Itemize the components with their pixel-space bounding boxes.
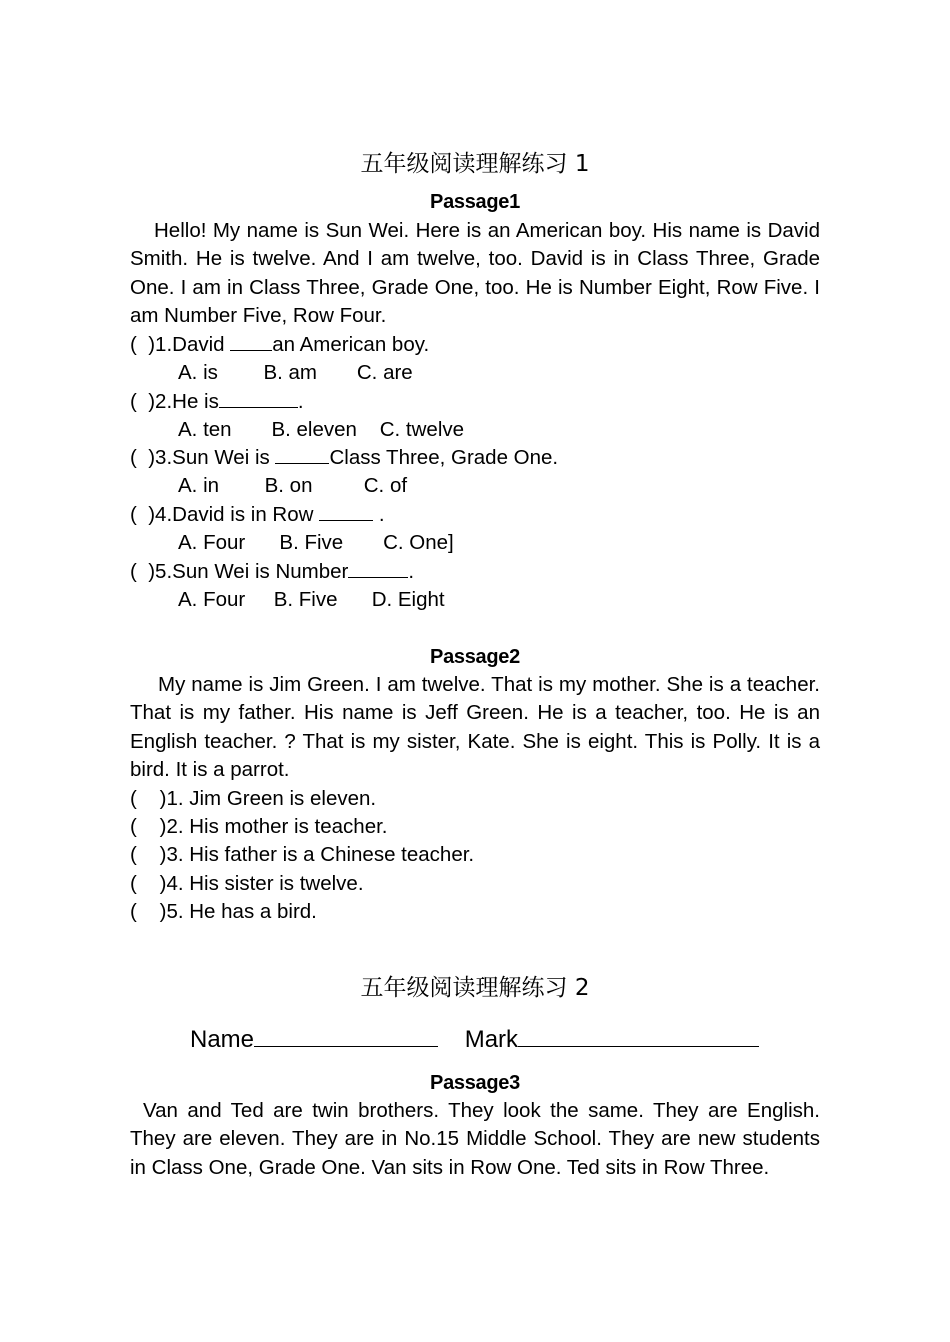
p1-options-3 bbox=[178, 472, 407, 500]
answer-bracket[interactable]: ( bbox=[130, 333, 137, 356]
question-text-post: . bbox=[408, 560, 415, 583]
p2-statement-1 bbox=[130, 785, 376, 813]
statement-text: )5. He has a bird. bbox=[159, 900, 317, 923]
question-text-pre: )1.David bbox=[148, 333, 231, 356]
answer-bracket[interactable]: ( bbox=[130, 900, 137, 923]
question-text-post: . bbox=[297, 390, 304, 413]
option-c: C. One] bbox=[383, 531, 454, 554]
passage2-heading: Passage2 bbox=[430, 646, 520, 668]
answer-blank[interactable] bbox=[275, 445, 329, 464]
answer-bracket[interactable]: ( bbox=[130, 787, 137, 810]
passage1-text: Hello! My name is Sun Wei. Here is an American boy. His name is David Smith. He is twelve. And I am twelve, too. David is in Class Three, Grade One. I am in Class Three, Grade One, too. He is Number Eight, Row Five. I am Number Five, Row Four. bbox=[130, 219, 820, 328]
answer-bracket[interactable]: ( bbox=[130, 843, 137, 866]
p1-question-2 bbox=[130, 388, 304, 416]
answer-bracket[interactable]: ( bbox=[130, 872, 137, 895]
answer-blank[interactable] bbox=[319, 502, 373, 521]
answer-blank[interactable] bbox=[230, 332, 272, 351]
question-text-pre: )3.Sun Wei is bbox=[148, 446, 276, 469]
p1-options-4 bbox=[178, 529, 454, 557]
p1-options-5 bbox=[178, 586, 445, 614]
answer-blank[interactable] bbox=[219, 389, 298, 408]
name-line[interactable] bbox=[254, 1024, 438, 1047]
option-c: C. of bbox=[363, 474, 408, 497]
option-b: B. on bbox=[264, 474, 313, 497]
passage3-text: Van and Ted are twin brothers. They look the same. They are English. They are eleven. They are in No.15 Middle School. They are new students in Class One, Grade One. Van sits in Row One. Ted sits in Row Three. bbox=[130, 1099, 820, 1179]
option-a: A. Four bbox=[178, 588, 246, 611]
question-text-post: . bbox=[373, 503, 385, 526]
p1-question-5 bbox=[130, 558, 414, 586]
option-b: B. Five bbox=[279, 531, 344, 554]
option-a: A. Four bbox=[178, 531, 246, 554]
option-c: C. twelve bbox=[379, 418, 465, 441]
p1-question-4 bbox=[130, 501, 385, 529]
statement-text: )2. His mother is teacher. bbox=[159, 815, 388, 838]
p2-statement-2 bbox=[130, 813, 388, 841]
option-a: A. is bbox=[178, 361, 218, 384]
mark-label: Mark bbox=[464, 1026, 519, 1053]
worksheet-title-2: 五年级阅读理解练习 2 bbox=[360, 975, 590, 1001]
p2-statement-5 bbox=[130, 898, 317, 926]
statement-text: )3. His father is a Chinese teacher. bbox=[159, 843, 475, 866]
option-b: B. Five bbox=[273, 588, 338, 611]
option-c: C. are bbox=[356, 361, 413, 384]
answer-bracket[interactable]: ( bbox=[130, 503, 137, 526]
question-text-post: an American boy. bbox=[272, 333, 430, 356]
worksheet-title-1: 五年级阅读理解练习 1 bbox=[360, 151, 590, 177]
question-text-pre: )2.He is bbox=[148, 390, 219, 413]
option-b: B. eleven bbox=[271, 418, 357, 441]
statement-text: )4. His sister is twelve. bbox=[159, 872, 364, 895]
passage3-heading: Passage3 bbox=[430, 1072, 520, 1094]
passage1-heading: Passage1 bbox=[430, 191, 520, 213]
answer-bracket[interactable]: ( bbox=[130, 560, 137, 583]
answer-bracket[interactable]: ( bbox=[130, 815, 137, 838]
p1-question-1 bbox=[130, 331, 429, 359]
option-a: A. in bbox=[178, 474, 220, 497]
p1-question-3 bbox=[130, 444, 558, 472]
answer-bracket[interactable]: ( bbox=[130, 446, 137, 469]
p1-options-2 bbox=[178, 416, 464, 444]
p1-options-1 bbox=[178, 359, 413, 387]
option-a: A. ten bbox=[178, 418, 232, 441]
name-label: Name bbox=[190, 1026, 255, 1053]
question-text-pre: )5.Sun Wei is Number bbox=[148, 560, 349, 583]
question-text-pre: )4.David is in Row bbox=[148, 503, 320, 526]
answer-blank[interactable] bbox=[348, 559, 408, 578]
statement-text: )1. Jim Green is eleven. bbox=[159, 787, 377, 810]
question-text-post: Class Three, Grade One. bbox=[329, 446, 559, 469]
option-b: B. am bbox=[263, 361, 317, 384]
passage2-text: My name is Jim Green. I am twelve. That is my mother. She is a teacher. That is my father. His name is Jeff Green. He is a teacher, too. He is an English teacher. ? That is my sister, Kate. She is eight. This is Polly. It is a bird. It is a parrot. bbox=[130, 673, 820, 782]
p2-statement-3 bbox=[130, 841, 474, 869]
p2-statement-4 bbox=[130, 870, 364, 898]
mark-line[interactable] bbox=[518, 1024, 759, 1047]
option-d: D. Eight bbox=[371, 588, 445, 611]
name-mark-row bbox=[190, 1024, 759, 1054]
answer-bracket[interactable]: ( bbox=[130, 390, 137, 413]
